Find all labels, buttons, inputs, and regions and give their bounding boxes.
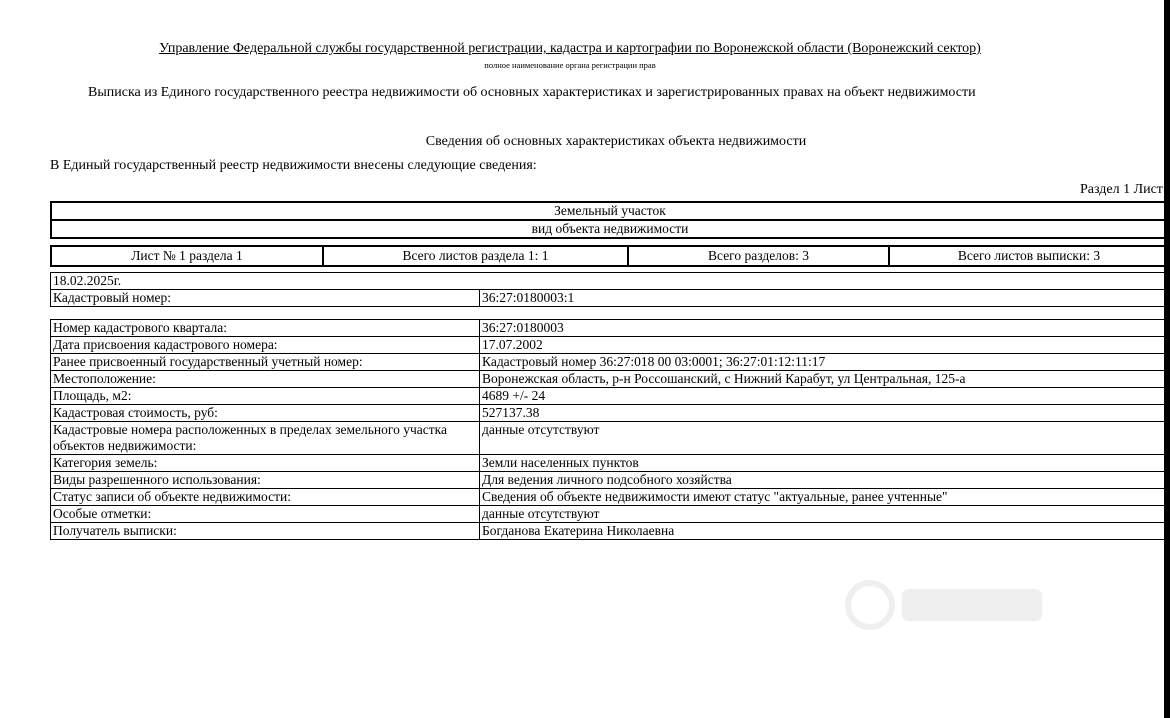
- cadastral-number-value: 36:27:0180003:1: [480, 290, 1170, 307]
- row-value: Богданова Екатерина Николаевна: [480, 523, 1170, 540]
- table-row: [51, 320, 1170, 337]
- table-row: [51, 405, 1170, 422]
- row-value: Воронежская область, р-н Россошанский, с Нижний Карабут, ул Центральная, 125-а: [480, 371, 1170, 388]
- table-row: [51, 523, 1170, 540]
- row-value: данные отсутствуют: [480, 422, 1170, 455]
- table-row: [51, 455, 1170, 472]
- extract-title: Выписка из Единого государственного реестра недвижимости об основных характеристиках и зарегистрированных правах на объект недвижимости: [88, 85, 976, 100]
- row-label: Дата присвоения кадастрового номера:: [51, 337, 480, 354]
- characteristics-table: [50, 319, 1170, 540]
- sheet-number: Лист № 1 раздела 1: [51, 246, 323, 266]
- row-label: Кадастровые номера расположенных в пределах земельного участка объектов недвижимости:: [51, 422, 480, 455]
- row-label: Местоположение:: [51, 371, 480, 388]
- row-value: 4689 +/- 24: [480, 388, 1170, 405]
- table-row: [51, 472, 1170, 489]
- row-label: Особые отметки:: [51, 506, 480, 523]
- row-value: Кадастровый номер 36:27:018 00 03:0001; 36:27:01:12:11:17: [480, 354, 1170, 371]
- row-value: данные отсутствуют: [480, 506, 1170, 523]
- table-row: [51, 337, 1170, 354]
- table-row: [51, 489, 1170, 506]
- page-edge-bar: [1164, 0, 1170, 718]
- row-label: Виды разрешенного использования:: [51, 472, 480, 489]
- row-label: Статус записи об объекте недвижимости:: [51, 489, 480, 506]
- row-label: Номер кадастрового квартала:: [51, 320, 480, 337]
- row-value: 527137.38: [480, 405, 1170, 422]
- organization-caption: полное наименование органа регистрации прав: [484, 60, 656, 70]
- cadastral-number-label: Кадастровый номер:: [51, 290, 480, 307]
- watermark-logo: [840, 575, 1050, 635]
- row-label: Получатель выписки:: [51, 523, 480, 540]
- table-row: [51, 354, 1170, 371]
- row-value: 17.07.2002: [480, 337, 1170, 354]
- row-label: Ранее присвоенный государственный учетный номер:: [51, 354, 480, 371]
- cadastral-number-table: [50, 272, 1170, 307]
- table-row: [51, 388, 1170, 405]
- section-title: Сведения об основных характеристиках объекта недвижимости: [425, 134, 807, 149]
- total-sheets-extract: Всего листов выписки: 3: [889, 246, 1169, 266]
- row-label: Категория земель:: [51, 455, 480, 472]
- row-value: Земли населенных пунктов: [480, 455, 1170, 472]
- extract-date: 18.02.2025г.: [51, 273, 1170, 290]
- total-sheets-section: Всего листов раздела 1: 1: [323, 246, 628, 266]
- row-value: Для ведения личного подсобного хозяйства: [480, 472, 1170, 489]
- object-type: Земельный участок: [51, 202, 1169, 220]
- organization-title: Управление Федеральной службы государственной регистрации, кадастра и картографии по Воронежской области (Воронежский сектор): [159, 41, 981, 56]
- row-label: Площадь, м2:: [51, 388, 480, 405]
- row-value: Сведения об объекте недвижимости имеют статус "актуальные, ранее учтенные": [480, 489, 1170, 506]
- table-row: [51, 506, 1170, 523]
- row-label: Кадастровая стоимость, руб:: [51, 405, 480, 422]
- section-label: Раздел 1 Лист: [1080, 182, 1163, 197]
- intro-text: В Единый государственный реестр недвижимости внесены следующие сведения:: [50, 158, 537, 173]
- row-value: 36:27:0180003: [480, 320, 1170, 337]
- object-type-caption: вид объекта недвижимости: [51, 220, 1169, 238]
- table-row: [51, 371, 1170, 388]
- object-type-table: [50, 201, 1170, 239]
- sheet-info-table: [50, 245, 1170, 267]
- total-sections: Всего разделов: 3: [628, 246, 889, 266]
- table-row: [51, 422, 1170, 455]
